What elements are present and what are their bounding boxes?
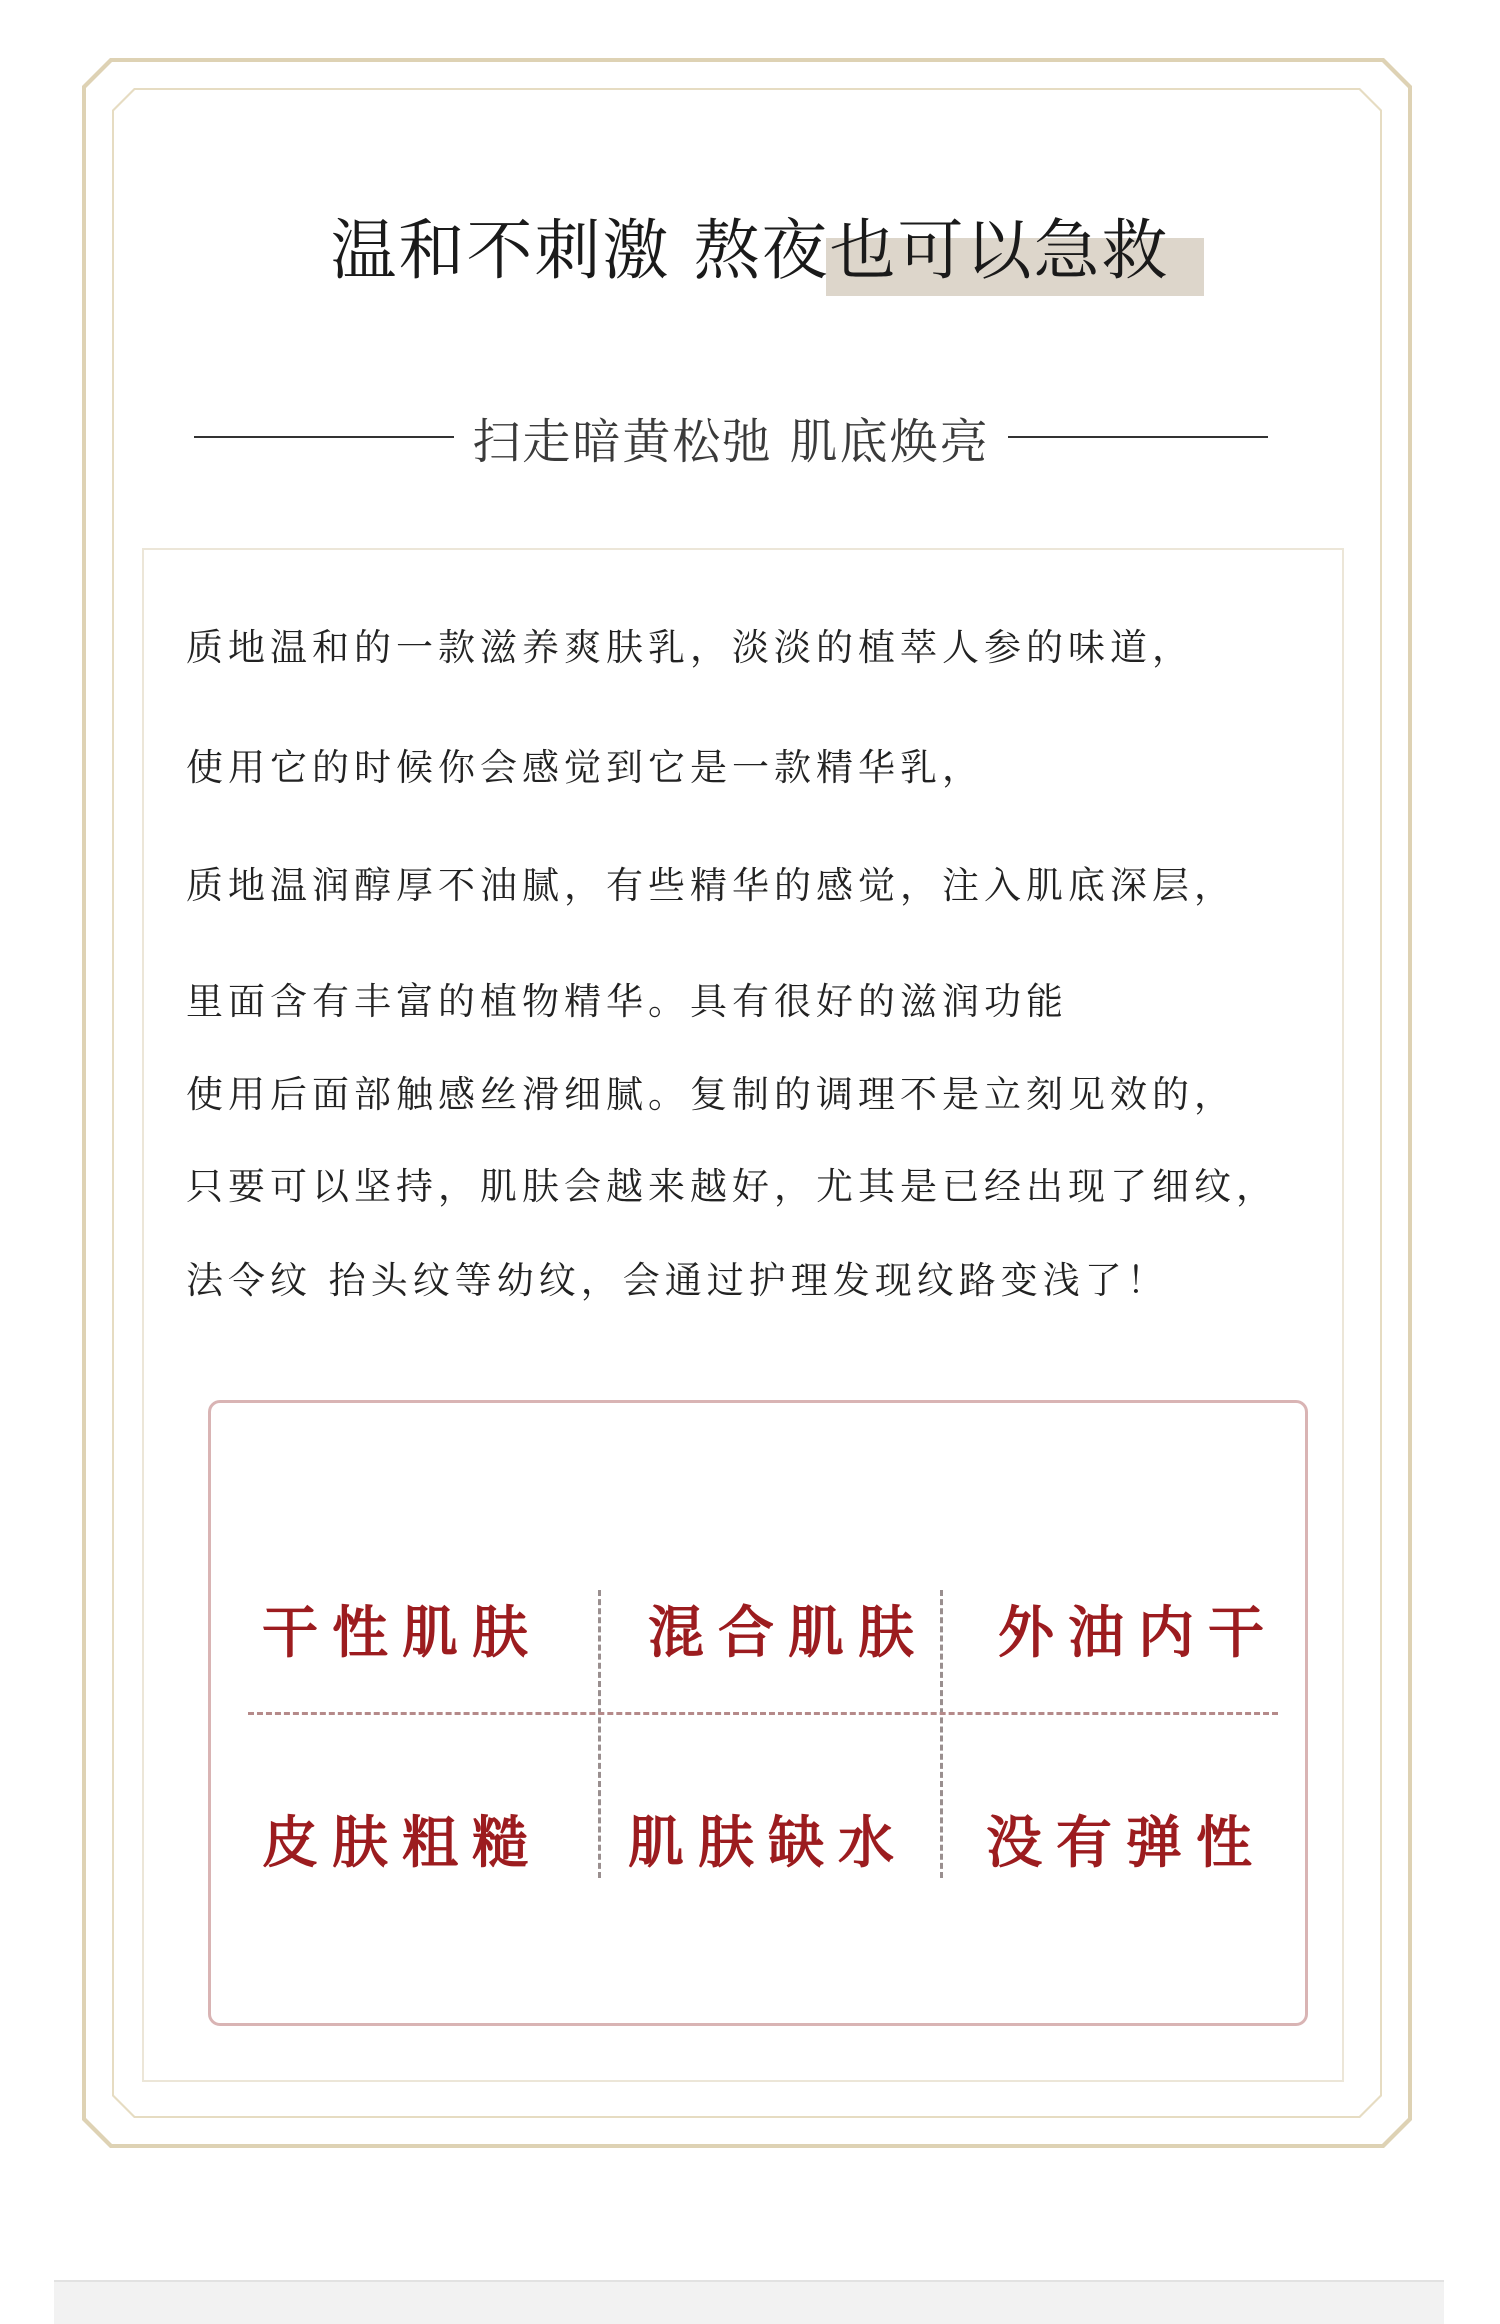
- subtitle-left-line: [194, 436, 454, 438]
- page-title: 温和不刺激 熬夜也可以急救: [330, 212, 1170, 289]
- subtitle-row: [194, 402, 1268, 472]
- skin-type-dry: 干性肌肤: [262, 1600, 542, 1666]
- divider-horizontal: [248, 1712, 1278, 1715]
- divider-vertical-right: [940, 1590, 943, 1878]
- divider-vertical-left: [598, 1590, 601, 1878]
- subtitle-right-line: [1008, 436, 1268, 438]
- skin-type-combination: 混合肌肤: [648, 1600, 928, 1666]
- paragraph-line: 使用它的时候你会感觉到它是一款精华乳，: [186, 746, 984, 789]
- paragraph-line: 使用后面部触感丝滑细腻。复制的调理不是立刻见效的，: [186, 1073, 1236, 1116]
- skin-type-dehydrated: 肌肤缺水: [628, 1810, 908, 1876]
- paragraph-line: 里面含有丰富的植物精华。具有很好的滋润功能: [186, 980, 1068, 1023]
- paragraph-line: 只要可以坚持，肌肤会越来越好，尤其是已经出现了细纹，: [186, 1165, 1278, 1208]
- paragraph-line: 法令纹 抬头纹等幼纹，会通过护理发现纹路变浅了！: [186, 1259, 1169, 1302]
- skin-type-no-elasticity: 没有弹性: [986, 1810, 1266, 1876]
- subtitle: 扫走暗黄松弛 肌底焕亮: [472, 413, 990, 470]
- bottom-bar: [54, 2280, 1444, 2324]
- paragraph-line: 质地温和的一款滋养爽肤乳，淡淡的植萃人参的味道，: [186, 626, 1194, 669]
- skin-type-rough: 皮肤粗糙: [262, 1810, 542, 1876]
- skin-type-oily-outside-dry-inside: 外油内干: [998, 1600, 1278, 1666]
- paragraph-line: 质地温润醇厚不油腻，有些精华的感觉，注入肌底深层，: [186, 864, 1236, 907]
